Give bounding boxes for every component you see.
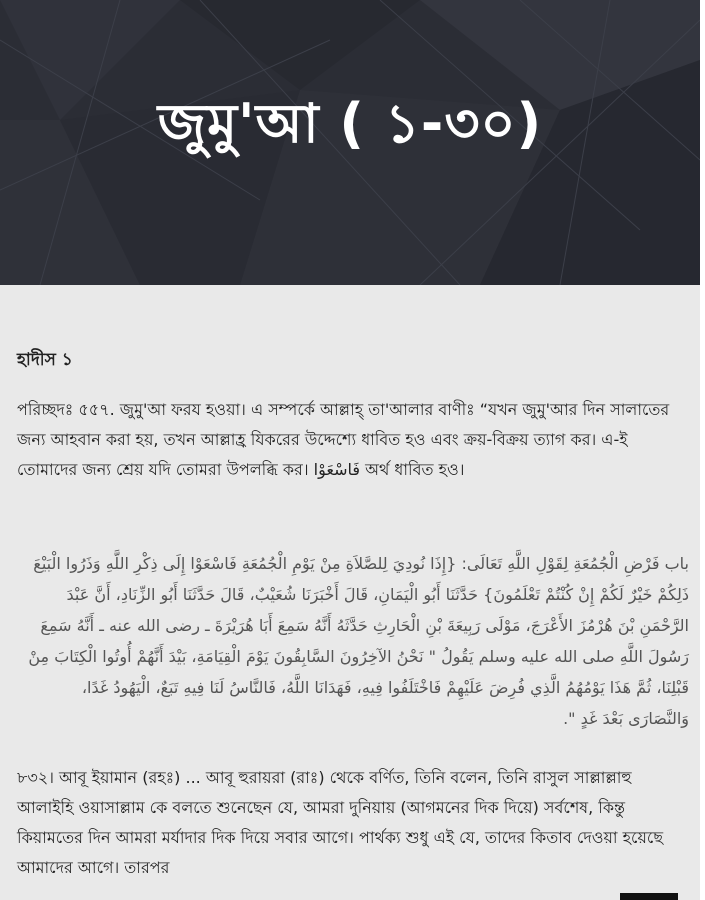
page-title: জুমু'আ ( ১-৩০) [157, 92, 543, 155]
scrollbar-track[interactable] [700, 0, 705, 900]
hadith-heading: হাদীস ১ [17, 350, 73, 370]
arabic-text: باب فَرْضِ الْجُمُعَةِ لِقَوْلِ اللَّهِ تَعَالَى: {إِذَا نُودِيَ لِلصَّلاَةِ مِنْ يَوْمِ الْجُمُعَةِ فَاسْعَوْا إِلَى ذِكْرِ اللَّهِ وَذَرُوا الْبَيْعَ ذَلِكُمْ خَيْرٌ لَكُمْ إِنْ كُنْتُمْ تَعْلَمُونَ} حَدَّثَنَا أَبُو الْيَمَانِ، قَالَ أَخْبَرَنَا شُعَيْبٌ، قَالَ حَدَّثَنَا أَبُو الزِّنَادِ، أَنَّ عَبْدَ الرَّحْمَنِ بْنَ هُرْمُزَ الأَعْرَجَ، مَوْلَى رَبِيعَةَ بْنِ الْحَارِثِ حَدَّثَهُ أَنَّهُ سَمِعَ أَبَا هُرَيْرَةَ ـ رضى الله عنه ـ أَنَّهُ سَمِعَ رَسُولَ اللَّهِ صلى الله عليه وسلم يَقُولُ " نَحْنُ الآخِرُونَ السَّابِقُونَ يَوْمَ الْقِيَامَةِ، بَيْدَ أَنَّهُمْ أُوتُوا الْكِتَابَ مِنْ قَبْلِنَا، ثُمَّ هَذَا يَوْمُهُمُ الَّذِي فُرِضَ عَلَيْهِمْ فَاخْتَلَفُوا فِيهِ، فَهَدَانَا اللَّهُ، فَالنَّاسُ لَنَا فِيهِ تَبَعٌ، الْيَهُودُ غَدًا، وَالنَّصَارَى بَعْدَ غَدٍ ". [28, 554, 689, 728]
corner-overlay [620, 893, 678, 900]
chapter-description: পরিচ্ছদঃ ৫৫৭. জুমু'আ ফরয হওয়া। এ সম্পর্কে আল্লাহ্ তা'আলার বাণীঃ “যখন জুমু'আর দিন সালাতের জন্য আহবান করা হয়, তখন আল্লাহ্র যিকরের উদ্দেশ্যে ধাবিত হও এবং ক্রয়-বিক্রয় ত্যাগ কর। এ-ই তোমাদের জন্য শ্রেয় যদি তোমরা উপলব্ধি কর। فَاسْعَوْا অর্থ ধাবিত হও। [17, 400, 670, 479]
hadith-narration: ৮৩২। আবূ ইয়ামান (রহঃ) ... আবূ হুরায়রা (রাঃ) থেকে বর্ণিত, তিনি বলেন, তিনি রাসুল সাল্লাল্লাহু আলাইহি ওয়াসাল্লাম কে বলতে শুনেছেন যে, আমরা দুনিয়ায় (আগমনের দিক দিয়ে) সর্বশেষ, কিন্তু কিয়ামতের দিন আমরা মর্যাদার দিক দিয়ে সবার আগে। পার্থক্য শুধু এই যে, তাদের কিতাব দেওয়া হয়েছে আমাদের আগে। তারপর [17, 768, 664, 877]
header-banner [0, 0, 700, 285]
